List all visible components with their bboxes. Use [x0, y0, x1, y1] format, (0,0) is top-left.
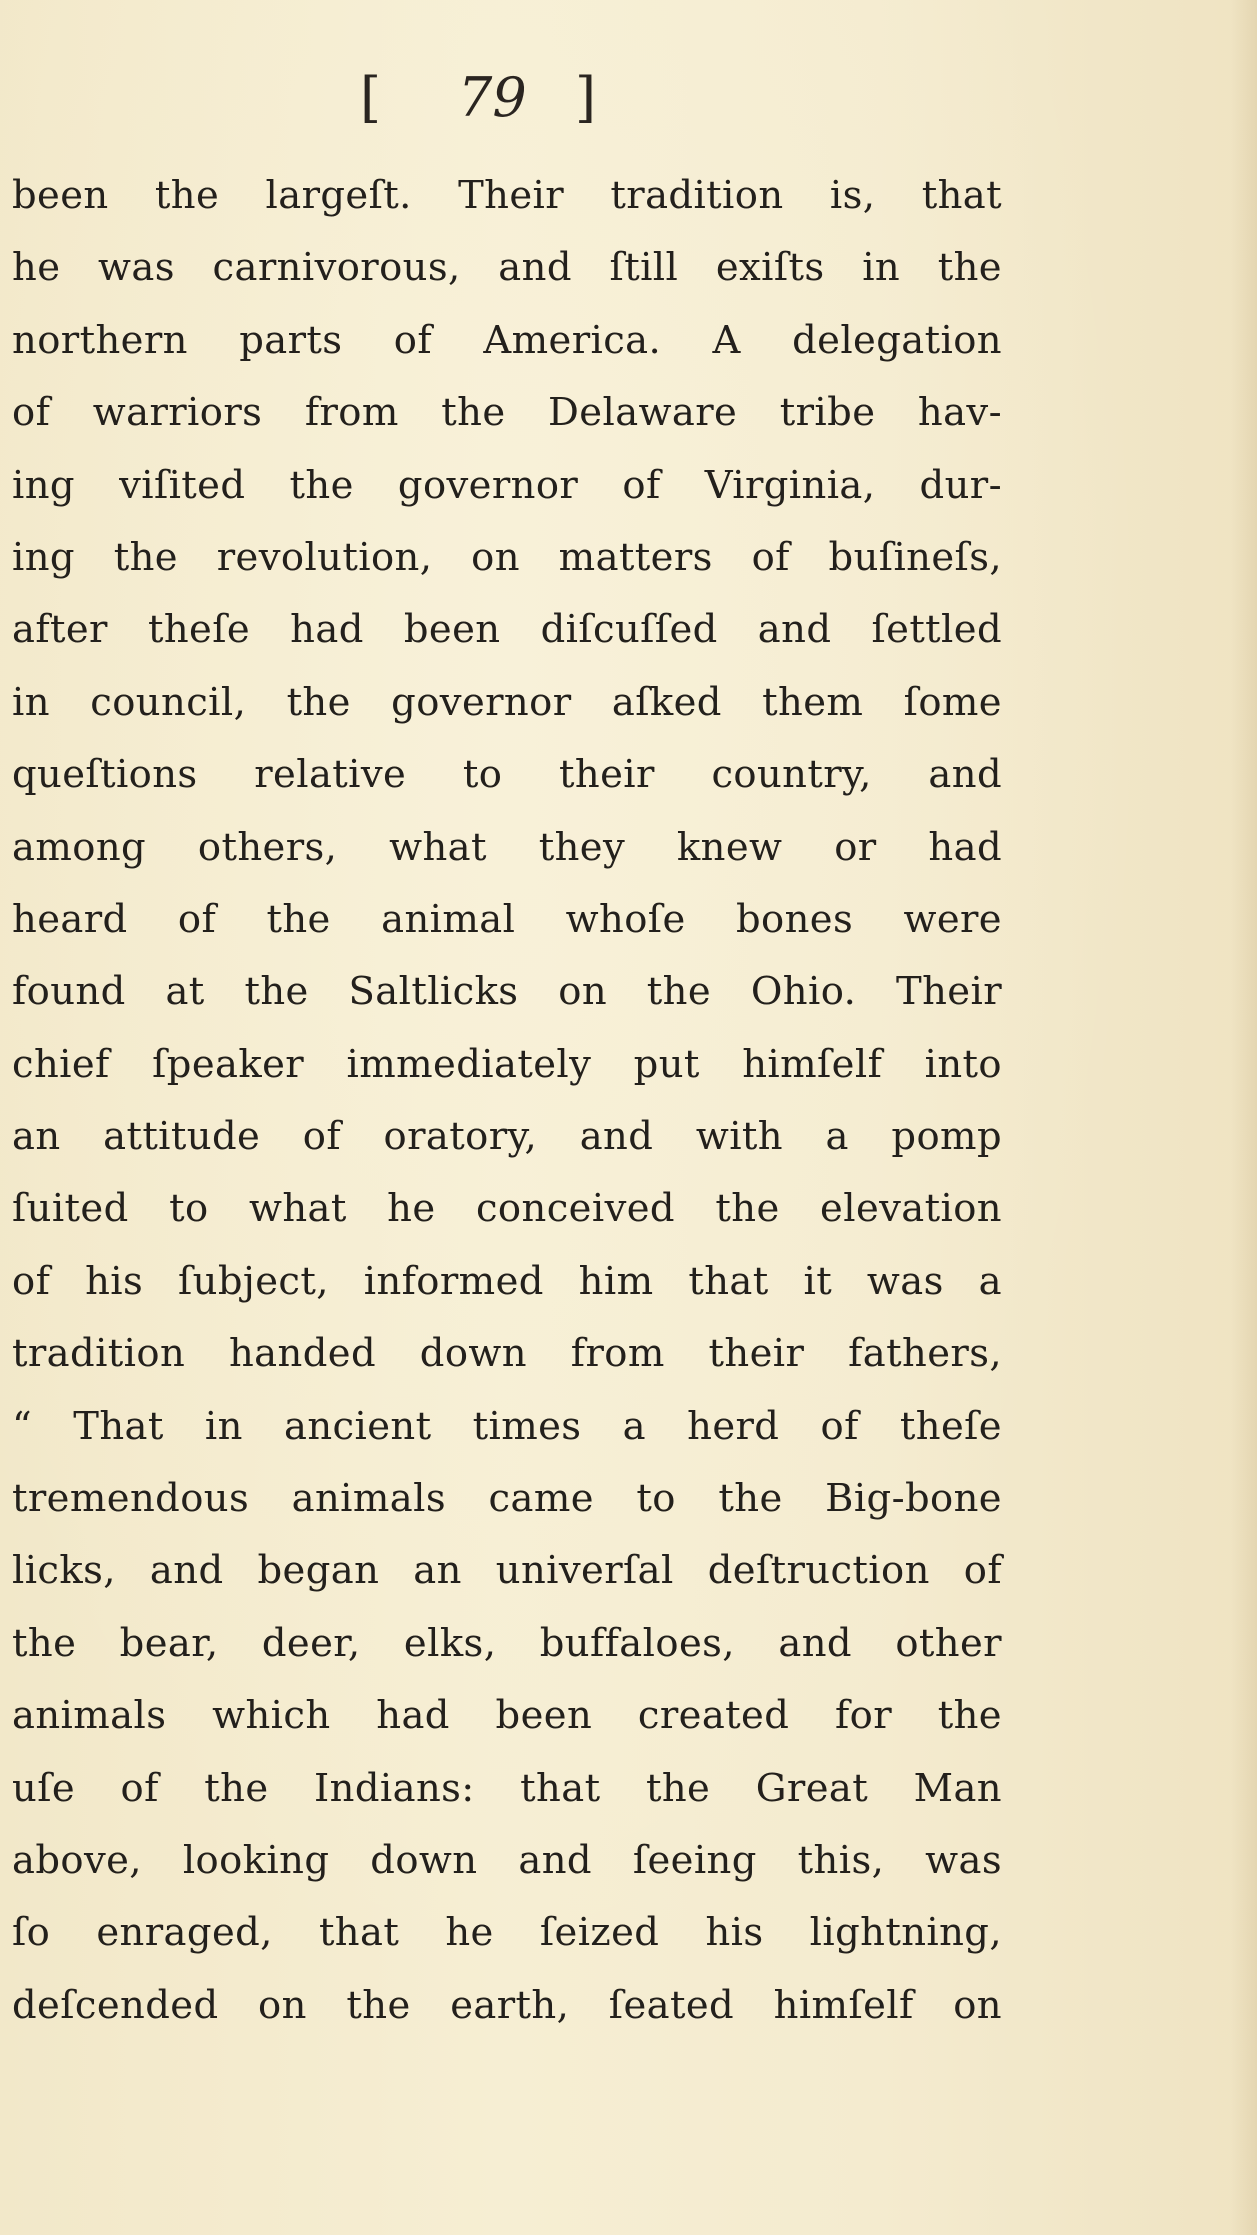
text-line: chief ſpeaker immediately put himſelf into	[12, 1041, 1002, 1087]
text-line: found at the Saltlicks on the Ohio. Their	[12, 969, 1002, 1015]
text-line: above, looking down and ſeeing this, was	[12, 1837, 1002, 1883]
page-header	[360, 58, 620, 138]
text-line: heard of the animal whoſe bones were	[12, 896, 1002, 942]
header-open-bracket: [	[360, 66, 382, 129]
text-line: ing viſited the governor of Virginia, dur-	[12, 462, 1002, 508]
header-close-bracket: ]	[575, 66, 597, 129]
text-line: an attitude of oratory, and with a pomp	[12, 1114, 1002, 1160]
text-line: the bear, deer, elks, buffaloes, and other	[12, 1620, 1002, 1666]
text-line: among others, what they knew or had	[12, 824, 1002, 870]
text-line: uſe of the Indians: that the Great Man	[12, 1765, 1002, 1811]
text-line: deſcended on the earth, ſeated himſelf on	[12, 1982, 1002, 2028]
text-line: ing the revolution, on matters of buſineſs,	[12, 534, 1002, 580]
text-line: “ That in ancient times a herd of theſe	[12, 1403, 1002, 1449]
text-line: tremendous animals came to the Big-bone	[12, 1476, 1002, 1522]
text-line: he was carnivorous, and ſtill exiſts in the	[12, 245, 1002, 291]
text-line: tradition handed down from their fathers,	[12, 1331, 1002, 1377]
text-line: been the largeſt. Their tradition is, that	[12, 173, 1002, 218]
text-line: animals which had been created for the	[12, 1693, 1002, 1739]
text-line: in council, the governor aſked them ſome	[12, 679, 1002, 725]
body-text	[12, 160, 1002, 2042]
page-edge-shadow	[1231, 0, 1257, 2235]
text-line: ſuited to what he conceived the elevation	[12, 1186, 1002, 1232]
text-line: ſo enraged, that he ſeized his lightning,	[12, 1910, 1002, 1956]
text-line: queſtions relative to their country, and	[12, 752, 1002, 798]
text-line: licks, and began an univerſal deſtruction of	[12, 1548, 1002, 1594]
text-line: northern parts of America. A delegation	[12, 317, 1002, 363]
text-line: of his ſubject, informed him that it was a	[12, 1258, 1002, 1304]
text-line: after theſe had been diſcuſſed and ſettled	[12, 607, 1002, 653]
page-number: 79	[458, 66, 527, 129]
text-line: of warriors from the Delaware tribe hav-	[12, 390, 1002, 436]
